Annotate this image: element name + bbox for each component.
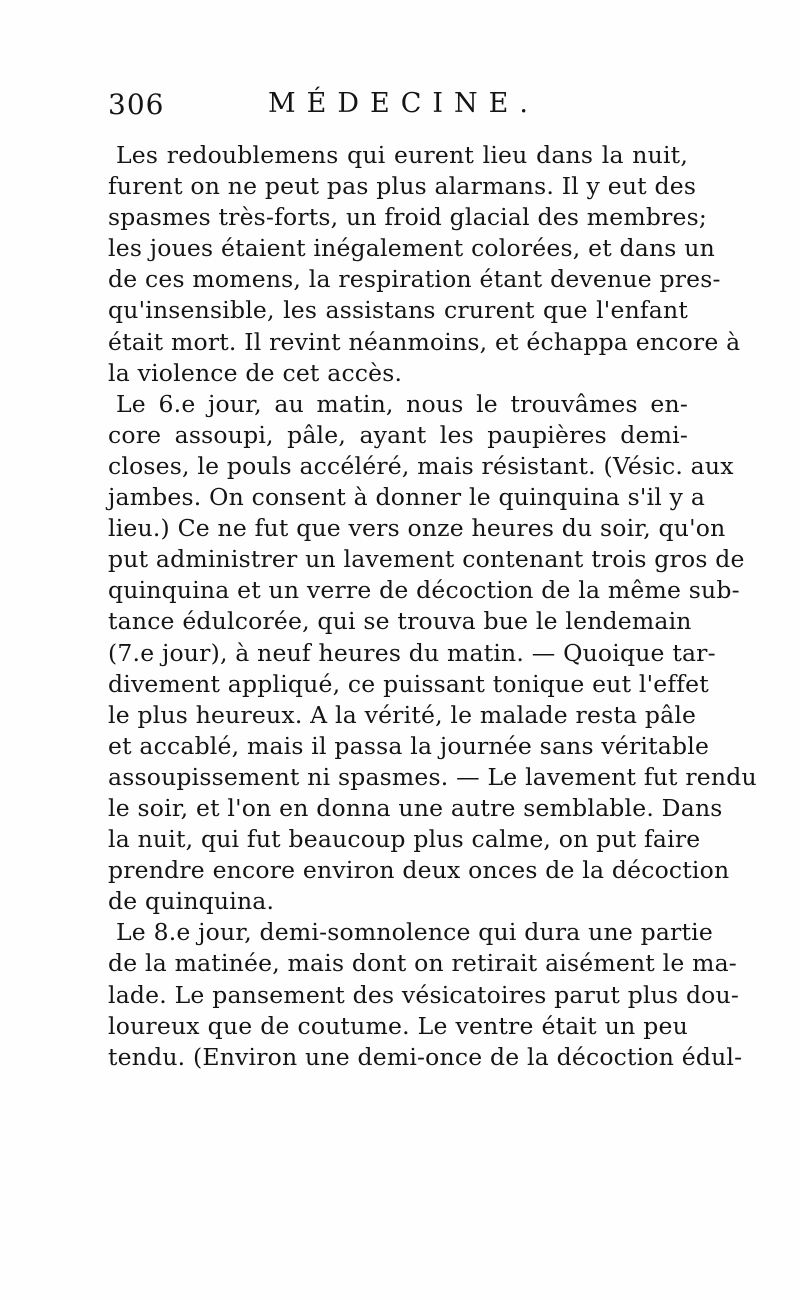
text-line: la nuit, qui fut beaucoup plus calme, on put faire (108, 825, 701, 854)
text-line: core assoupi, pâle, ayant les paupières demi- (108, 420, 688, 449)
text-line: lade. Le pansement des vésicatoires parut plus dou- (108, 980, 740, 1009)
section-title: MÉDECINE. (268, 88, 539, 119)
text-line: de ces momens, la respiration étant devenue pres- (108, 265, 721, 294)
text-line: furent on ne peut pas plus alarmans. Il y eut des (108, 172, 697, 201)
text-line: tendu. (Environ une demi-once de la décoction édul- (108, 1042, 743, 1071)
text-line: le plus heureux. A la vérité, le malade resta pâle (108, 700, 697, 729)
text-line: loureux que de coutume. Le ventre était un peu (108, 1011, 688, 1040)
text-line: le soir, et l'on en donna une autre semblable. Dans (108, 793, 723, 822)
text-line: Le 6.e jour, au matin, nous le trouvâmes en- (116, 389, 688, 418)
text-line: (7.e jour), à neuf heures du matin. — Quoique tar- (108, 638, 716, 667)
text-line: lieu.) Ce ne fut que vers onze heures du soir, qu'on (108, 514, 726, 543)
text-line: de quinquina. (108, 887, 275, 916)
text-line: divement appliqué, ce puissant tonique eut l'effet (108, 669, 709, 698)
text-line: qu'insensible, les assistans crurent que l'enfant (108, 296, 688, 325)
text-line: les joues étaient inégalement colorées, et dans un (108, 234, 715, 263)
text-line: quinquina et un verre de décoction de la même sub- (108, 576, 740, 605)
text-line: assoupissement ni spasmes. — Le lavement fut rendu (108, 762, 757, 791)
text-line: Les redoublemens qui eurent lieu dans la nuit, (116, 141, 688, 169)
text-line: Le 8.e jour, demi-somnolence qui dura une partie (116, 918, 713, 947)
text-line: jambes. On consent à donner le quinquina s'il y a (108, 483, 706, 512)
text-line: de la matinée, mais dont on retirait aisément le ma- (108, 949, 737, 978)
text-line: spasmes très-forts, un froid glacial des membres; (108, 203, 708, 232)
running-head (108, 88, 685, 128)
text-line: prendre encore environ deux onces de la décoction (108, 856, 730, 885)
text-line: tance édulcorée, qui se trouva bue le lendemain (108, 607, 692, 636)
text-line: était mort. Il revint néanmoins, et échappa encore à (108, 327, 741, 356)
page-number: 306 (108, 88, 165, 121)
text-line: put administrer un lavement contenant trois gros de (108, 545, 745, 574)
body-text (108, 140, 757, 1073)
text-line: closes, le pouls accéléré, mais résistant. (Vésic. aux (108, 451, 734, 480)
text-line: et accablé, mais il passa la journée sans véritable (108, 731, 710, 760)
text-line: la violence de cet accès. (108, 358, 403, 387)
